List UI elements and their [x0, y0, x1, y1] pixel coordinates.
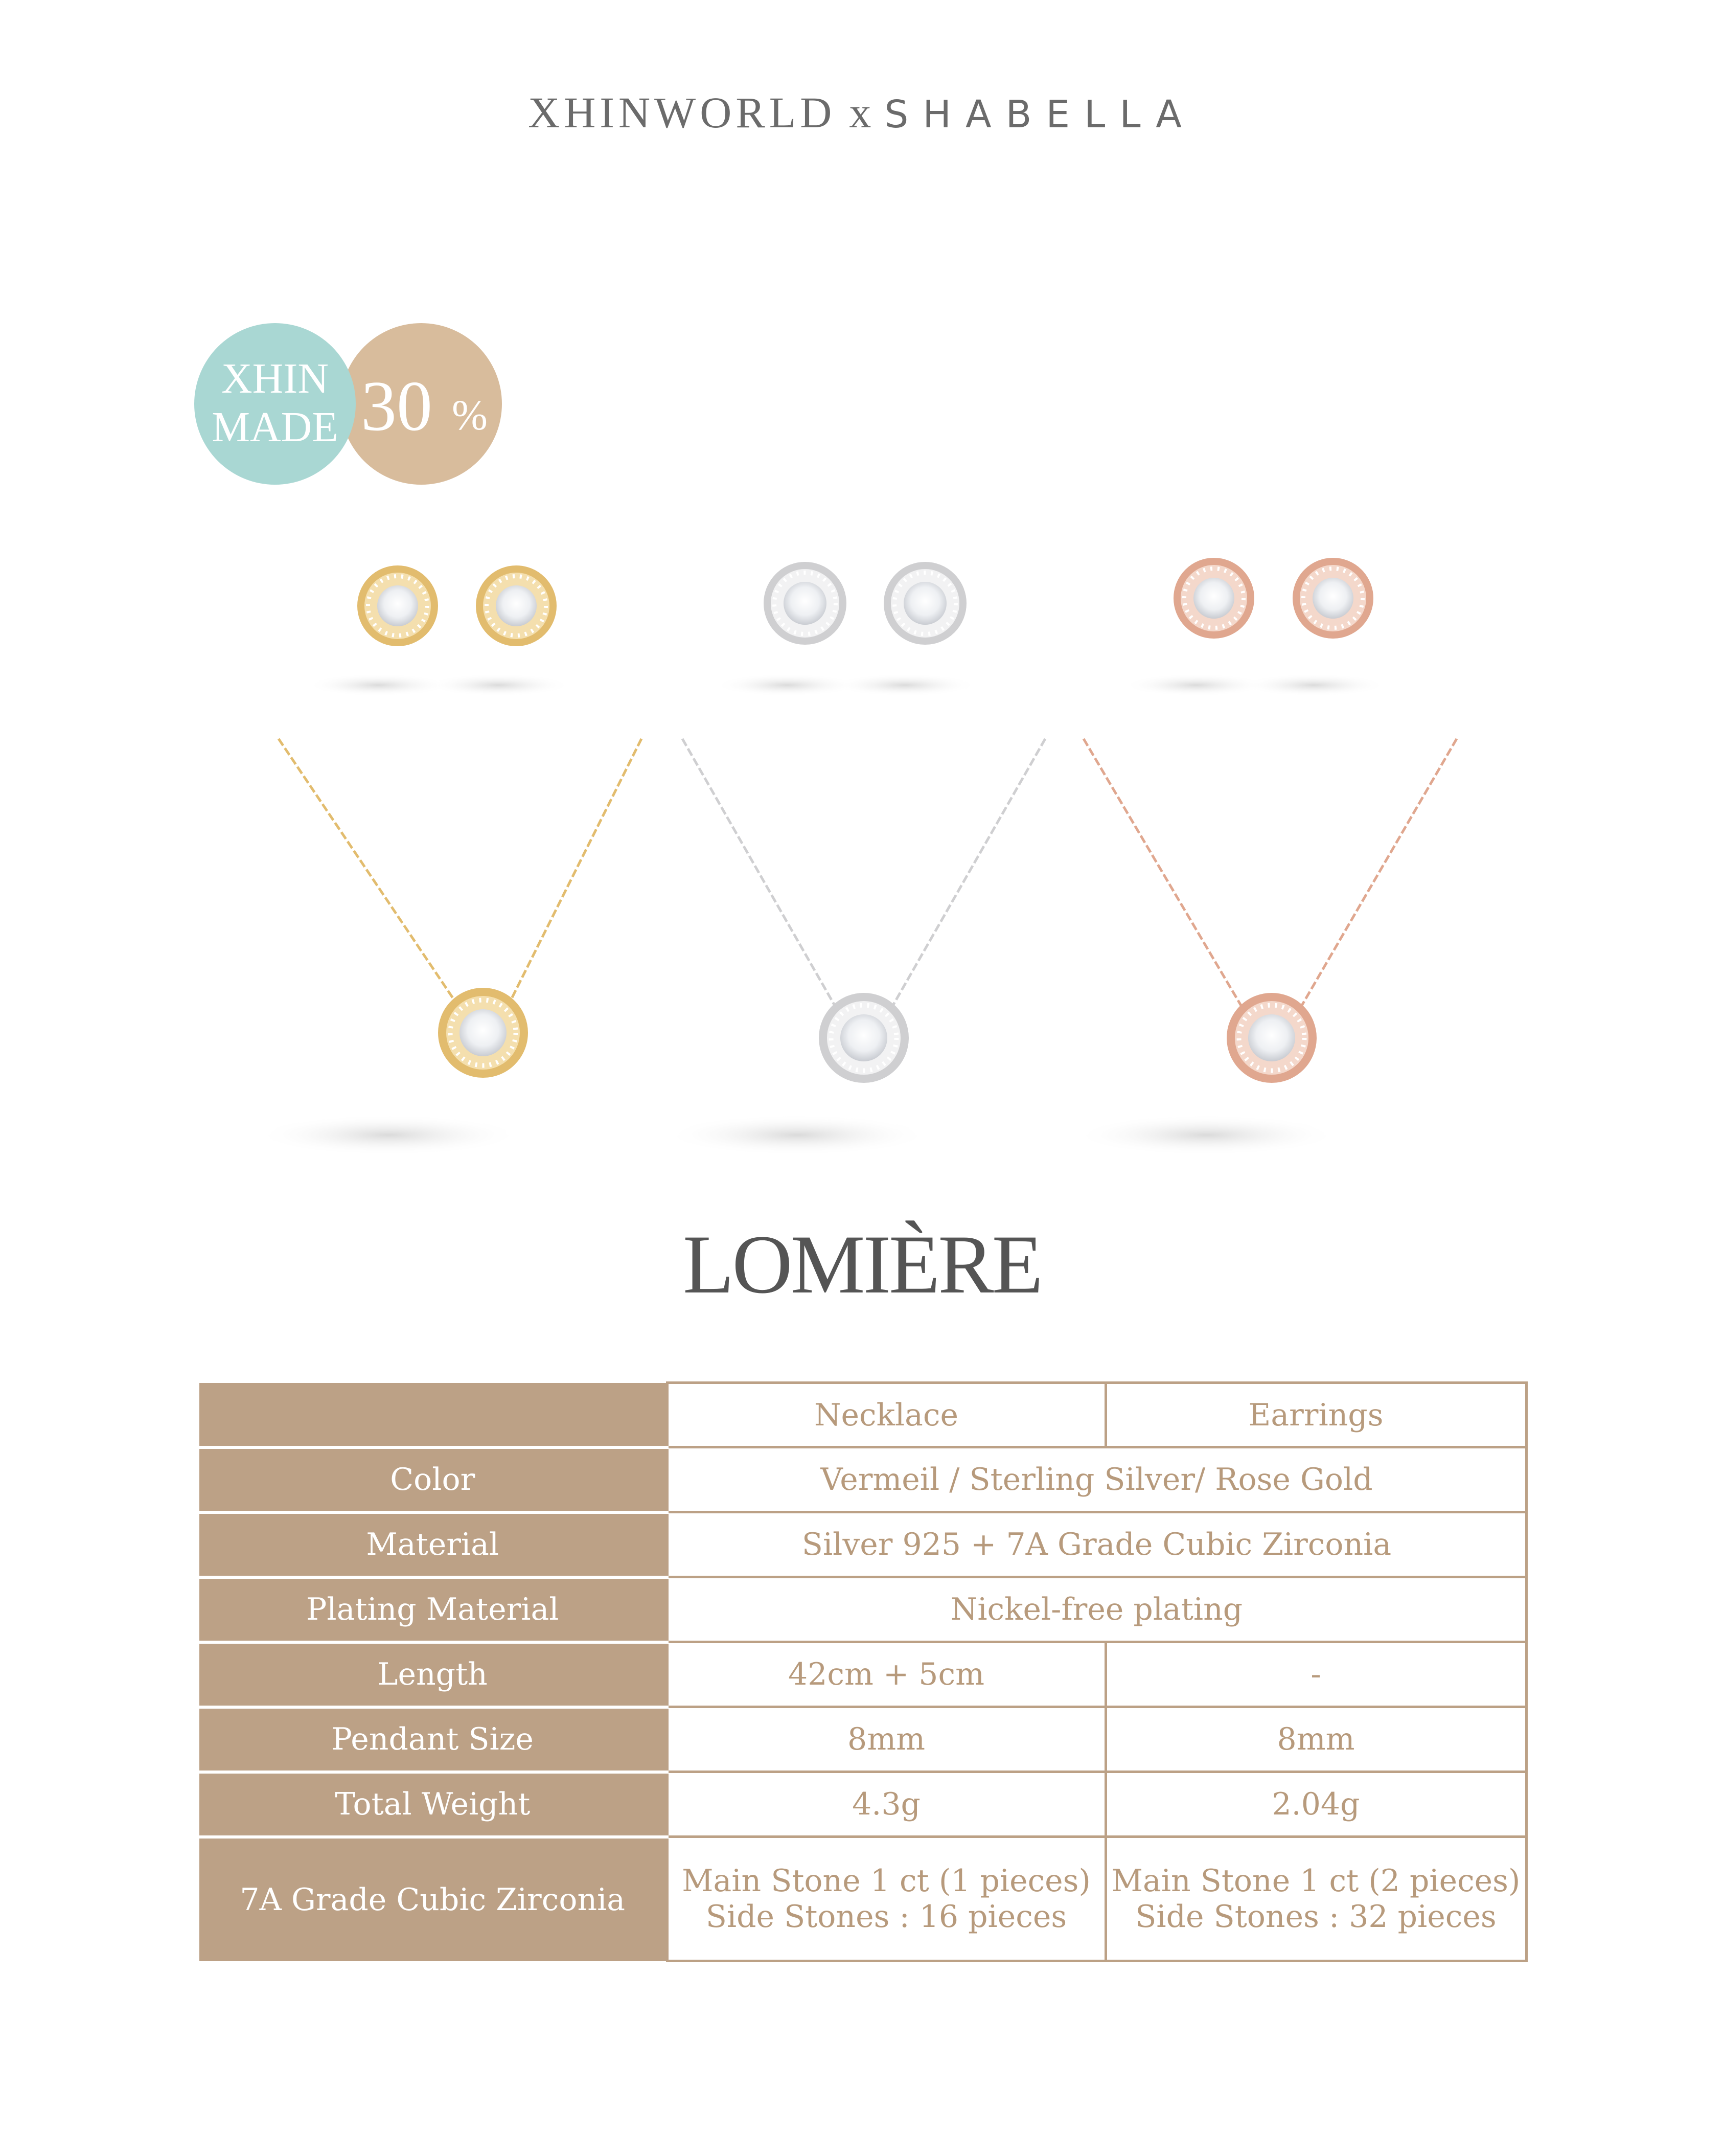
xhin-badge-line1: XHIN [221, 355, 329, 402]
table-row [199, 1577, 1526, 1642]
row-label-color: Color [199, 1447, 667, 1512]
row-value-weight-necklace: 4.3g [667, 1772, 1106, 1837]
header-earrings: Earrings [1106, 1383, 1526, 1447]
table-header-row [199, 1383, 1526, 1447]
cz-necklace-side: Side Stones : 16 pieces [705, 1899, 1067, 1935]
row-label-total-weight: Total Weight [199, 1772, 667, 1837]
table-row [199, 1772, 1526, 1837]
row-value-color: Vermeil / Sterling Silver/ Rose Gold [667, 1447, 1526, 1512]
silver-earrings [716, 565, 976, 696]
row-value-plating: Nickel-free plating [667, 1577, 1526, 1642]
row-label-material: Material [199, 1512, 667, 1577]
row-label-plating: Plating Material [199, 1577, 667, 1642]
gold-earrings [307, 569, 570, 696]
row-value-cz-earrings [1106, 1837, 1526, 1961]
cz-necklace-main: Main Stone 1 ct (1 pieces) [682, 1863, 1091, 1899]
row-label-length: Length [199, 1642, 667, 1707]
brand-separator: x [849, 88, 871, 137]
silver-necklace [664, 739, 1045, 1155]
row-value-length-earrings: - [1106, 1642, 1526, 1707]
row-value-cz-necklace [667, 1837, 1106, 1961]
table-row [199, 1642, 1526, 1707]
row-value-length-necklace: 42cm + 5cm [667, 1642, 1106, 1707]
discount-unit: % [452, 392, 488, 439]
header-necklace: Necklace [667, 1383, 1106, 1447]
rose-gold-necklace [1073, 739, 1457, 1155]
table-row [199, 1837, 1526, 1961]
header-blank-cell [199, 1383, 667, 1447]
row-value-pendant-earrings: 8mm [1106, 1707, 1526, 1772]
brand-shabella: SHABELLA [884, 93, 1196, 137]
table-row [199, 1707, 1526, 1772]
cz-earrings-side: Side Stones : 32 pieces [1135, 1899, 1497, 1935]
row-label-cz: 7A Grade Cubic Zirconia [199, 1837, 667, 1961]
table-row [199, 1447, 1526, 1512]
product-title: LOMIÈRE [683, 1218, 1041, 1311]
spec-table [199, 1381, 1528, 1962]
rose-gold-earrings [1124, 561, 1385, 696]
gold-necklace [256, 739, 641, 1155]
brand-header [0, 87, 1724, 138]
row-value-material: Silver 925 + 7A Grade Cubic Zirconia [667, 1512, 1526, 1577]
table-row [199, 1512, 1526, 1577]
brand-xhinworld: XHINWORLD [528, 88, 836, 137]
cz-earrings-main: Main Stone 1 ct (2 pieces) [1111, 1863, 1521, 1899]
discount-number: 30 [361, 367, 432, 446]
row-label-pendant-size: Pendant Size [199, 1707, 667, 1772]
product-illustration [0, 532, 1724, 1247]
product-images [0, 532, 1724, 1247]
row-value-weight-earrings: 2.04g [1106, 1772, 1526, 1837]
discount-badge [340, 323, 502, 485]
xhin-made-badge [194, 323, 356, 485]
xhin-badge-line2: MADE [212, 403, 338, 451]
row-value-pendant-necklace: 8mm [667, 1707, 1106, 1772]
